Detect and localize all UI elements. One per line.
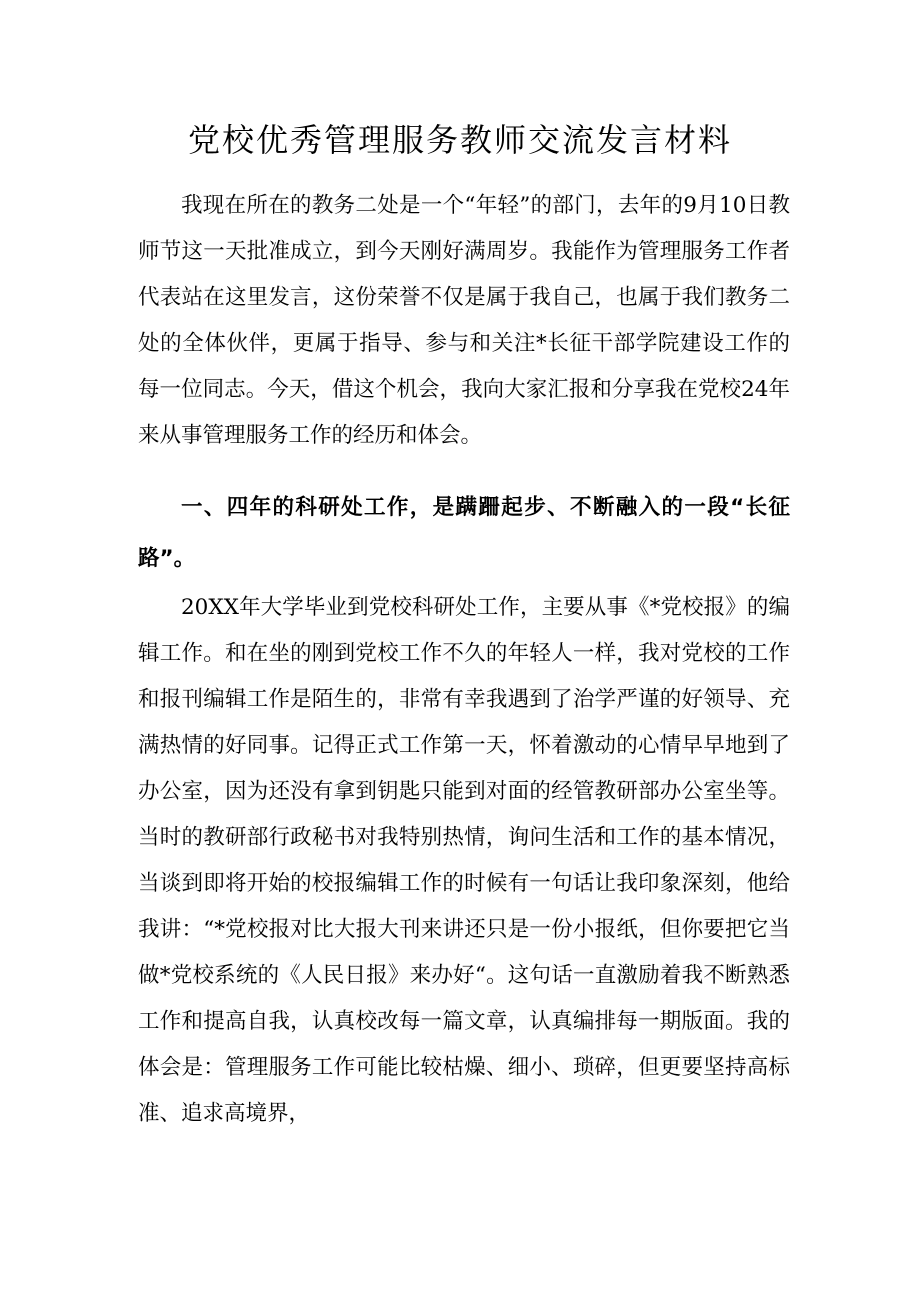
paragraph-intro: 我现在所在的教务二处是一个“年轻”的部门，去年的9月10日教师节这一天批准成立，到今天刚好满周岁。我能作为管理服务工作者代表站在这里发言，这份荣誉不仅是属于我自己，也属于我们教务二处的全体伙伴，更属于指导、参与和关注*长征干部学院建设工作的每一位同志。今天，借这个机会，我向大家汇报和分享我在党校24年来从事管理服务工作的经历和体会。 xyxy=(138,193,790,448)
document-title: 党校优秀管理服务教师交流发言材料 xyxy=(187,121,732,159)
section-heading-1: 一、四年的科研处工作，是蹒跚起步、不断融入的一段“长征路”。 xyxy=(138,495,790,571)
paragraph-section-1: 20XX年大学毕业到党校科研处工作，主要从事《*党校报》的编辑工作。和在坐的刚到党校工作不久的年轻人一样，我对党校的工作和报刊编辑工作是陌生的，非常有幸我遇到了治学严谨的好领导、充满热情的好同事。记得正式工作第一天，怀着激动的心情早早地到了办公室，因为还没有拿到钥匙只能到对面的经管教研部办公室坐等。当时的教研部行政秘书对我特别热情，询问生活和工作的基本情况，当谈到即将开始的校报编辑工作的时候有一句话让我印象深刻，他给我讲：“*党校报对比大报大刊来讲还只是一份小报纸，但你要把它当做*党校系统的《人民日报》来办好“。这句话一直激励着我不断熟悉工作和提高自我，认真校改每一篇文章，认真编排每一期版面。我的体会是：管理服务工作可能比较枯燥、细小、琐碎，但更要坚持高标准、追求高境界， xyxy=(138,595,790,1126)
